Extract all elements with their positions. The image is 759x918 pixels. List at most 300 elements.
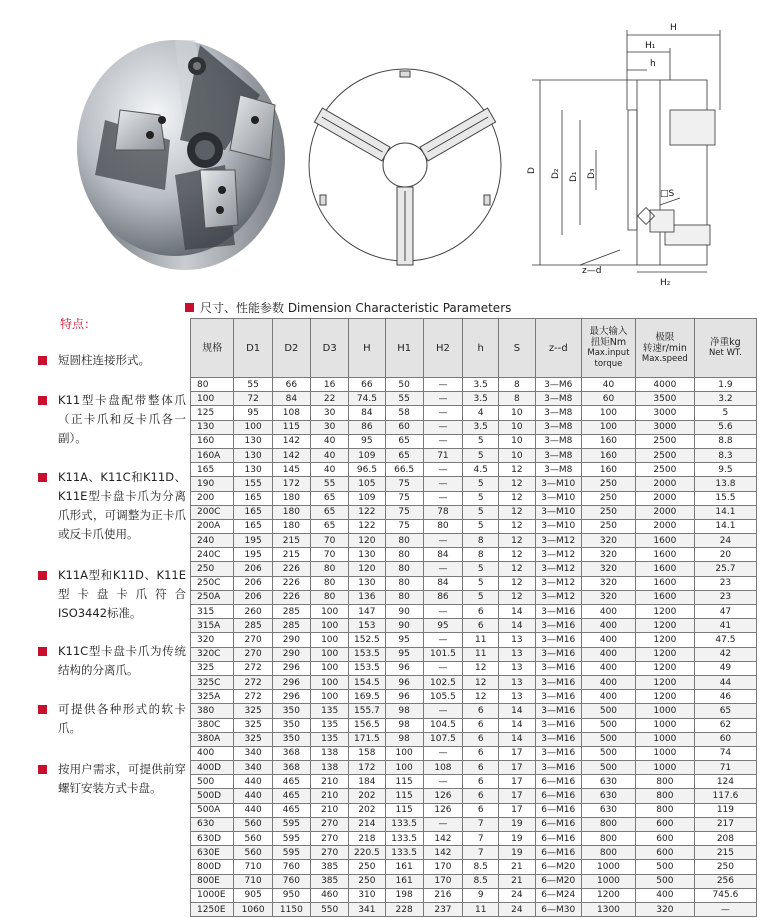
table-cell: 62 xyxy=(694,718,756,732)
table-cell: 296 xyxy=(272,661,310,675)
table-cell: 270 xyxy=(234,647,272,661)
table-cell: 23 xyxy=(694,576,756,590)
side-view-drawing xyxy=(520,10,755,290)
table-cell: 1200 xyxy=(635,675,694,689)
table-cell: 320 xyxy=(582,590,636,604)
column-header xyxy=(349,319,385,378)
table-cell: — xyxy=(694,902,756,916)
table-cell: 400 xyxy=(191,746,234,760)
table-cell: 2000 xyxy=(635,491,694,505)
table-row xyxy=(191,548,757,562)
table-cell: 30 xyxy=(311,420,349,434)
table-cell: 1200 xyxy=(582,888,636,902)
table-cell: 1000 xyxy=(635,732,694,746)
table-cell: 2500 xyxy=(635,434,694,448)
table-cell: 105 xyxy=(349,477,385,491)
table-cell: 86 xyxy=(423,590,462,604)
table-cell: 95 xyxy=(349,434,385,448)
label-H: H xyxy=(670,23,677,33)
table-cell: 1600 xyxy=(635,548,694,562)
table-cell: 3—M16 xyxy=(535,619,582,633)
table-row xyxy=(191,803,757,817)
column-header-line: Net WT. xyxy=(708,348,742,358)
table-cell: 153.5 xyxy=(349,647,385,661)
table-cell: 95 xyxy=(385,647,423,661)
table-cell: 215 xyxy=(272,548,310,562)
chuck-photo xyxy=(0,0,300,290)
table-cell: 217 xyxy=(694,817,756,831)
table-cell: 24 xyxy=(499,902,535,916)
table-cell: 170 xyxy=(423,874,462,888)
table-cell: 14 xyxy=(499,718,535,732)
table-cell: 80 xyxy=(385,576,423,590)
table-cell: 190 xyxy=(191,477,234,491)
table-cell: 72 xyxy=(234,392,272,406)
table-cell: 165 xyxy=(234,505,272,519)
table-cell: 23 xyxy=(694,590,756,604)
table-cell: 500 xyxy=(582,761,636,775)
table-cell: 1600 xyxy=(635,576,694,590)
table-cell: 84 xyxy=(349,406,385,420)
table-cell: 165 xyxy=(234,491,272,505)
table-cell: 320 xyxy=(582,562,636,576)
table-cell: 440 xyxy=(234,789,272,803)
table-cell: 50 xyxy=(385,378,423,392)
label-D: D xyxy=(527,167,537,174)
table-cell: 218 xyxy=(349,832,385,846)
table-cell: 66 xyxy=(272,378,310,392)
feature-item: K11A、K11C和K11D、K11E型卡盘卡爪为分离爪形式，可调整为正卡爪或反卡爪使用。 xyxy=(38,468,186,544)
table-cell: 950 xyxy=(272,888,310,902)
table-cell: 14 xyxy=(499,619,535,633)
table-cell: 115 xyxy=(385,775,423,789)
feature-item: 可提供各种形式的软卡爪。 xyxy=(38,700,186,738)
table-cell: 9 xyxy=(463,888,499,902)
table-row xyxy=(191,448,757,462)
table-cell: 65 xyxy=(311,505,349,519)
table-cell: 66 xyxy=(349,378,385,392)
table-cell: 325 xyxy=(234,704,272,718)
table-cell: 200A xyxy=(191,519,234,533)
table-cell: 1200 xyxy=(635,661,694,675)
table-cell: 3—M8 xyxy=(535,463,582,477)
table-cell: 135 xyxy=(311,704,349,718)
table-cell: 250 xyxy=(349,860,385,874)
table-cell: 19 xyxy=(499,832,535,846)
table-cell: 7 xyxy=(463,846,499,860)
table-cell: 109 xyxy=(349,491,385,505)
table-cell: 12 xyxy=(463,675,499,689)
table-row xyxy=(191,746,757,760)
table-row xyxy=(191,562,757,576)
table-cell: 101.5 xyxy=(423,647,462,661)
table-cell: 600 xyxy=(635,832,694,846)
table-cell: 3—M16 xyxy=(535,746,582,760)
table-cell: 2500 xyxy=(635,463,694,477)
table-cell: 6 xyxy=(463,803,499,817)
table-cell: 380A xyxy=(191,732,234,746)
table-cell: 21 xyxy=(499,874,535,888)
label-S: □S xyxy=(660,189,675,199)
table-cell: 6—M20 xyxy=(535,860,582,874)
table-cell: — xyxy=(423,463,462,477)
table-cell: 6 xyxy=(463,718,499,732)
table-cell: 130 xyxy=(191,420,234,434)
table-cell: 120 xyxy=(349,534,385,548)
table-cell: 1000 xyxy=(635,746,694,760)
table-cell: 200 xyxy=(191,491,234,505)
table-cell: 6 xyxy=(463,619,499,633)
column-header-line: 最大输入 xyxy=(589,326,628,337)
table-cell: 325 xyxy=(234,718,272,732)
table-cell: 800 xyxy=(582,832,636,846)
table-cell: 3—M16 xyxy=(535,690,582,704)
table-cell: 100 xyxy=(311,619,349,633)
table-cell: 250A xyxy=(191,590,234,604)
column-header xyxy=(311,319,349,378)
table-cell: 17 xyxy=(499,803,535,817)
label-D3: D₃ xyxy=(587,168,597,179)
table-cell: 160 xyxy=(191,434,234,448)
table-cell: 210 xyxy=(311,775,349,789)
table-cell: 80 xyxy=(311,590,349,604)
table-cell: 125 xyxy=(191,406,234,420)
table-cell: 12 xyxy=(499,491,535,505)
table-cell: 12 xyxy=(499,463,535,477)
table-cell: 75 xyxy=(385,491,423,505)
table-cell: 147 xyxy=(349,605,385,619)
table-cell: 6—M16 xyxy=(535,832,582,846)
table-cell: 325 xyxy=(191,661,234,675)
table-cell: 8 xyxy=(499,378,535,392)
table-cell: 130 xyxy=(234,463,272,477)
bullet-square-icon xyxy=(38,647,47,656)
table-cell: 1000E xyxy=(191,888,234,902)
table-cell: 340 xyxy=(234,761,272,775)
table-cell: 170 xyxy=(423,860,462,874)
table-cell: 117.6 xyxy=(694,789,756,803)
table-cell: 100 xyxy=(582,406,636,420)
table-cell: 3.5 xyxy=(463,392,499,406)
table-cell: 760 xyxy=(272,874,310,888)
table-cell: 96.5 xyxy=(349,463,385,477)
table-cell: 320 xyxy=(582,548,636,562)
table-cell: 550 xyxy=(311,902,349,916)
table-cell: 6 xyxy=(463,605,499,619)
table-cell: 440 xyxy=(234,803,272,817)
table-cell: 41 xyxy=(694,619,756,633)
table-cell: 285 xyxy=(272,619,310,633)
table-cell: 500 xyxy=(582,718,636,732)
table-cell: 13 xyxy=(499,647,535,661)
table-cell: 200C xyxy=(191,505,234,519)
table-cell: 5 xyxy=(694,406,756,420)
table-cell: 100 xyxy=(311,661,349,675)
table-cell: 400 xyxy=(582,605,636,619)
table-cell: 8 xyxy=(463,534,499,548)
table-cell: 400 xyxy=(635,888,694,902)
table-row xyxy=(191,619,757,633)
table-cell: 171.5 xyxy=(349,732,385,746)
table-cell: 465 xyxy=(272,775,310,789)
table-cell: 340 xyxy=(234,746,272,760)
table-cell: 180 xyxy=(272,519,310,533)
column-header-line: 规格 xyxy=(202,342,223,354)
table-row xyxy=(191,732,757,746)
table-cell: 5 xyxy=(463,562,499,576)
table-cell: 6—M16 xyxy=(535,846,582,860)
column-header xyxy=(694,319,756,378)
table-cell: 107.5 xyxy=(423,732,462,746)
table-cell: 5 xyxy=(463,505,499,519)
table-cell: 8.5 xyxy=(463,860,499,874)
table-row xyxy=(191,420,757,434)
table-row xyxy=(191,690,757,704)
table-cell: — xyxy=(423,392,462,406)
table-cell: 1200 xyxy=(635,605,694,619)
table-cell: 4 xyxy=(463,406,499,420)
table-cell: — xyxy=(423,562,462,576)
table-cell: 5.6 xyxy=(694,420,756,434)
table-cell: 3—M10 xyxy=(535,477,582,491)
table-row xyxy=(191,519,757,533)
table-cell: 1000 xyxy=(635,761,694,775)
label-D1: D₁ xyxy=(569,171,579,182)
table-cell: 216 xyxy=(423,888,462,902)
table-cell: 70 xyxy=(311,548,349,562)
table-cell: 84 xyxy=(272,392,310,406)
table-cell: 380C xyxy=(191,718,234,732)
table-cell: 595 xyxy=(272,832,310,846)
table-cell: 320C xyxy=(191,647,234,661)
table-cell: 800 xyxy=(582,846,636,860)
table-cell: 40 xyxy=(311,434,349,448)
table-cell: 800D xyxy=(191,860,234,874)
table-cell: 100 xyxy=(311,605,349,619)
table-cell: 142 xyxy=(423,846,462,860)
table-cell: 98 xyxy=(385,704,423,718)
table-cell: 760 xyxy=(272,860,310,874)
table-cell: 42 xyxy=(694,647,756,661)
table-row xyxy=(191,761,757,775)
table-cell: 130 xyxy=(349,548,385,562)
table-cell: 1000 xyxy=(635,718,694,732)
table-cell: 96 xyxy=(385,690,423,704)
table-cell: 6 xyxy=(463,761,499,775)
table-cell: 22 xyxy=(311,392,349,406)
table-cell: 400 xyxy=(582,661,636,675)
table-cell: 3—M12 xyxy=(535,562,582,576)
table-cell: 71 xyxy=(423,448,462,462)
table-cell: 3—M12 xyxy=(535,590,582,604)
table-cell: 6—M24 xyxy=(535,888,582,902)
table-cell: 60 xyxy=(694,732,756,746)
table-cell: 272 xyxy=(234,661,272,675)
table-cell: 8.5 xyxy=(463,874,499,888)
table-cell: 237 xyxy=(423,902,462,916)
column-header-line: 极限 xyxy=(655,331,675,343)
column-header-line: 扭矩Nm xyxy=(590,337,627,348)
table-cell: 100 xyxy=(311,633,349,647)
table-cell: 10 xyxy=(499,434,535,448)
table-cell: 320 xyxy=(191,633,234,647)
table-cell: 142 xyxy=(423,832,462,846)
table-cell: 120 xyxy=(349,562,385,576)
table-cell: 184 xyxy=(349,775,385,789)
table-cell: 630 xyxy=(582,789,636,803)
table-row xyxy=(191,718,757,732)
table-cell: 17 xyxy=(499,789,535,803)
table-cell: — xyxy=(423,406,462,420)
column-header-line: H1 xyxy=(397,342,412,354)
table-cell: 310 xyxy=(349,888,385,902)
label-D2: D₂ xyxy=(551,168,561,179)
table-cell: 90 xyxy=(385,619,423,633)
table-cell: 84 xyxy=(423,576,462,590)
table-cell: 60 xyxy=(385,420,423,434)
table-cell: 210 xyxy=(311,803,349,817)
table-cell: 260 xyxy=(234,605,272,619)
column-header xyxy=(463,319,499,378)
table-cell: 1150 xyxy=(272,902,310,916)
table-cell: 1.9 xyxy=(694,378,756,392)
table-cell: 161 xyxy=(385,874,423,888)
table-cell: 172 xyxy=(272,477,310,491)
table-cell: 119 xyxy=(694,803,756,817)
table-cell: 210 xyxy=(311,789,349,803)
table-cell: 341 xyxy=(349,902,385,916)
table-cell: 17 xyxy=(499,761,535,775)
table-cell: 108 xyxy=(272,406,310,420)
table-cell: — xyxy=(423,605,462,619)
table-cell: 8 xyxy=(499,392,535,406)
label-H2: H₂ xyxy=(660,278,671,288)
table-cell: 400 xyxy=(582,690,636,704)
table-cell: 465 xyxy=(272,789,310,803)
table-cell: 90 xyxy=(385,605,423,619)
table-cell: 142 xyxy=(272,434,310,448)
table-cell: 500 xyxy=(582,704,636,718)
table-cell: 12 xyxy=(499,534,535,548)
table-cell: 86 xyxy=(349,420,385,434)
table-cell: 165 xyxy=(234,519,272,533)
table-cell: 100 xyxy=(385,761,423,775)
table-cell: 3000 xyxy=(635,406,694,420)
table-cell: 290 xyxy=(272,633,310,647)
table-cell: 58 xyxy=(385,406,423,420)
table-cell: 250 xyxy=(191,562,234,576)
table-cell: 1250E xyxy=(191,902,234,916)
table-cell: — xyxy=(423,775,462,789)
table-cell: 14 xyxy=(499,605,535,619)
table-cell: 250 xyxy=(582,519,636,533)
table-cell: 400 xyxy=(582,647,636,661)
table-cell: 24 xyxy=(499,888,535,902)
table-cell: 75 xyxy=(385,505,423,519)
table-cell: 6 xyxy=(463,775,499,789)
label-h: h xyxy=(650,59,656,69)
table-cell: 250 xyxy=(582,477,636,491)
table-cell: 500 xyxy=(635,874,694,888)
column-header-line: 转速r/min xyxy=(642,342,687,354)
table-cell: 17 xyxy=(499,746,535,760)
table-row xyxy=(191,590,757,604)
table-cell: 368 xyxy=(272,761,310,775)
table-row xyxy=(191,789,757,803)
table-cell: 19 xyxy=(499,846,535,860)
table-cell: 350 xyxy=(272,718,310,732)
table-cell: 3—M16 xyxy=(535,605,582,619)
table-cell: 1200 xyxy=(635,619,694,633)
table-cell: — xyxy=(423,420,462,434)
table-cell: 133.5 xyxy=(385,817,423,831)
table-cell: 80 xyxy=(385,548,423,562)
table-cell: 12 xyxy=(463,690,499,704)
bullet-square-icon xyxy=(38,396,47,405)
table-cell: 158 xyxy=(349,746,385,760)
table-cell: 595 xyxy=(272,846,310,860)
table-row xyxy=(191,491,757,505)
table-row xyxy=(191,463,757,477)
feature-item: K11A型和K11D、K11E型卡盘卡爪符合ISO3442标准。 xyxy=(38,566,186,623)
table-cell: 122 xyxy=(349,519,385,533)
table-cell: 130 xyxy=(234,434,272,448)
table-cell: 350 xyxy=(272,704,310,718)
table-cell: 135 xyxy=(311,718,349,732)
table-cell: 745.6 xyxy=(694,888,756,902)
table-cell: 320 xyxy=(582,576,636,590)
table-cell: 70 xyxy=(311,534,349,548)
table-cell: 3000 xyxy=(635,420,694,434)
table-cell: 2000 xyxy=(635,477,694,491)
table-cell: 6—M16 xyxy=(535,789,582,803)
table-cell: 4000 xyxy=(635,378,694,392)
column-header xyxy=(499,319,535,378)
table-cell: 215 xyxy=(272,534,310,548)
column-header xyxy=(582,319,636,378)
table-cell: 214 xyxy=(349,817,385,831)
table-cell: 160 xyxy=(582,463,636,477)
table-cell: 5 xyxy=(463,491,499,505)
table-cell: 325 xyxy=(234,732,272,746)
table-cell: 3—M12 xyxy=(535,548,582,562)
column-header xyxy=(191,319,234,378)
table-cell: 6—M16 xyxy=(535,775,582,789)
table-cell: 10 xyxy=(499,420,535,434)
table-cell: 905 xyxy=(234,888,272,902)
table-cell: 7 xyxy=(463,817,499,831)
table-cell: — xyxy=(423,633,462,647)
table-cell: 3—M16 xyxy=(535,732,582,746)
table-cell: 154.5 xyxy=(349,675,385,689)
table-cell: — xyxy=(423,817,462,831)
table-cell: 400D xyxy=(191,761,234,775)
table-cell: 13 xyxy=(499,633,535,647)
table-cell: 115 xyxy=(385,803,423,817)
table-row xyxy=(191,477,757,491)
table-cell: 3—M16 xyxy=(535,661,582,675)
table-cell: 80 xyxy=(423,519,462,533)
table-cell: 130 xyxy=(349,576,385,590)
table-cell: 133.5 xyxy=(385,832,423,846)
table-cell: 124 xyxy=(694,775,756,789)
table-row xyxy=(191,392,757,406)
table-cell: 220.5 xyxy=(349,846,385,860)
table-cell: 98 xyxy=(385,718,423,732)
table-row xyxy=(191,704,757,718)
table-cell: 256 xyxy=(694,874,756,888)
table-cell: 11 xyxy=(463,902,499,916)
